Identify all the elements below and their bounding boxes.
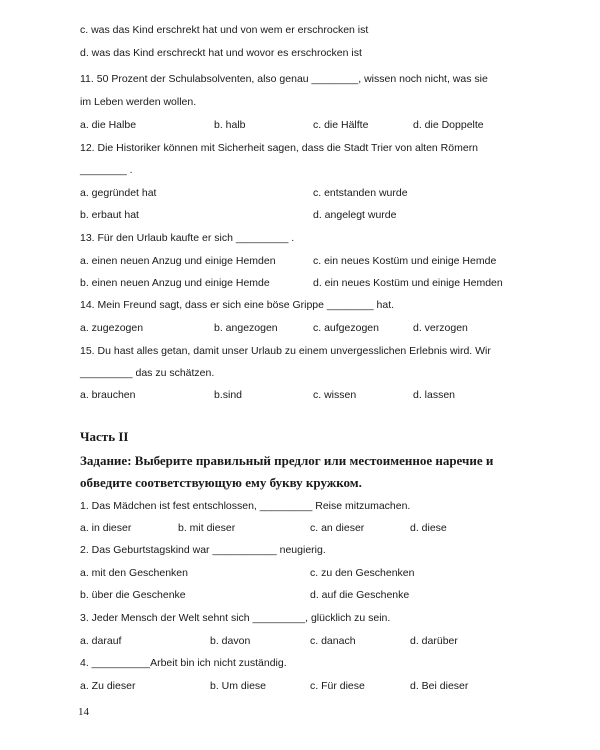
question-11: 11. 50 Prozent der Schulabsolventen, also genau ________, wissen noch nicht, was sie [80,73,488,85]
q15-option-a: a. brauchen [80,389,136,401]
question-12-cont: ________ . [80,164,133,176]
p4-option-a: a. Zu dieser [80,680,136,692]
p2-option-d: d. auf die Geschenke [310,589,410,601]
p4-option-c: c. Für diese [310,680,365,692]
q14-option-b: b. angezogen [214,322,278,334]
question-11-cont: im Leben werden wollen. [80,96,197,108]
q12-option-c: c. entstanden wurde [313,187,408,199]
p1-option-b: b. mit dieser [178,522,236,534]
q13-option-d: d. ein neues Kostüm und einige Hemden [313,277,503,289]
question-15-cont: _________ das zu schätzen. [80,367,215,379]
q12-option-a: a. gegründet hat [80,187,157,199]
q15-option-b: b.sind [214,389,243,401]
p1-option-d: d. diese [410,522,447,534]
q13-option-b: b. einen neuen Anzug und einige Hemde [80,277,270,289]
p3-option-a: a. darauf [80,635,122,647]
task-instruction-cont: обведите соответствующую ему букву кружком. [80,475,362,490]
option-line-c-prev: c. was das Kind erschrekt hat und von wem er erschrocken ist [80,24,369,36]
part-2-heading: Часть II [80,429,129,444]
option-line-d-prev: d. was das Kind erschreckt hat und wovor es erschrocken ist [80,47,362,59]
p3-option-d: d. darüber [410,635,458,647]
question-15: 15. Du hast alles getan, damit unser Urlaub zu einem unvergesslichen Erlebnis wird. Wir [80,345,491,357]
page-number: 14 [78,706,89,718]
part2-question-3: 3. Jeder Mensch der Welt sehnt sich _________, glücklich zu sein. [80,612,391,624]
question-13: 13. Für den Urlaub kaufte er sich _________ . [80,232,295,244]
part2-question-4: 4. __________Arbeit bin ich nicht zuständig. [80,657,287,669]
q13-option-a: a. einen neuen Anzug und einige Hemden [80,255,276,267]
part2-question-2: 2. Das Geburtstagskind war ___________ neugierig. [80,544,326,556]
q11-option-c: c. die Hälfte [313,119,369,131]
question-14: 14. Mein Freund sagt, dass er sich eine böse Grippe ________ hat. [80,299,395,311]
p4-option-d: d. Bei dieser [410,680,469,692]
q12-option-d: d. angelegt wurde [313,209,397,221]
question-12: 12. Die Historiker können mit Sicherheit sagen, dass die Stadt Trier von alten Römern [80,142,479,154]
q12-option-b: b. erbaut hat [80,209,139,221]
q15-option-c: c. wissen [313,389,357,401]
q15-option-d: d. lassen [413,389,456,401]
q14-option-d: d. verzogen [413,322,468,334]
q11-option-d: d. die Doppelte [413,119,484,131]
q13-option-c: c. ein neues Kostüm und einige Hemde [313,255,497,267]
p2-option-a: a. mit den Geschenken [80,567,188,579]
task-instruction: Задание: Выберите правильный предлог или местоименное наречие и [80,453,494,468]
q14-option-a: a. zugezogen [80,322,144,334]
q11-option-a: a. die Halbe [80,119,137,131]
p3-option-b: b. davon [210,635,251,647]
q14-option-c: c. aufgezogen [313,322,379,334]
p3-option-c: c. danach [310,635,356,647]
p2-option-c: c. zu den Geschenken [310,567,415,579]
p2-option-b: b. über die Geschenke [80,589,186,601]
q11-option-b: b. halb [214,119,246,131]
p4-option-b: b. Um diese [210,680,267,692]
part2-question-1: 1. Das Mädchen ist fest entschlossen, _________ Reise mitzumachen. [80,500,411,512]
p1-option-c: c. an dieser [310,522,365,534]
p1-option-a: a. in dieser [80,522,132,534]
